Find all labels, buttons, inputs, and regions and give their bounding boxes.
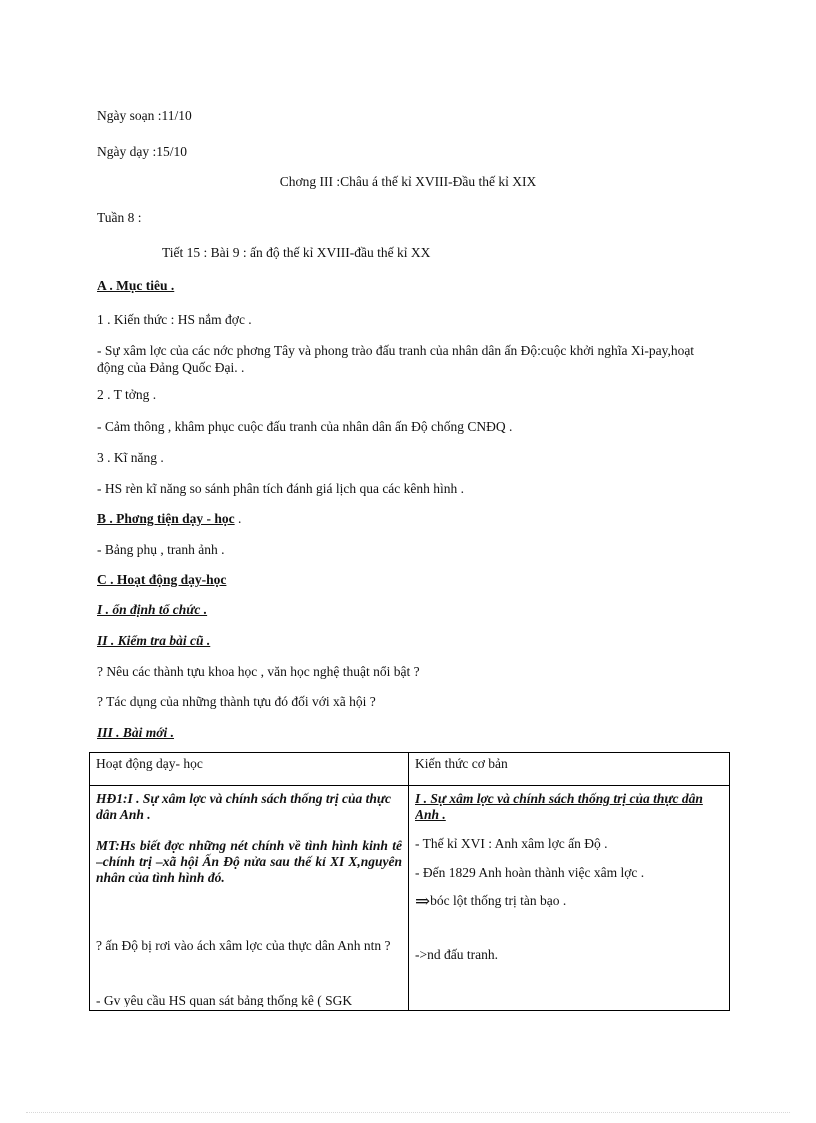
section-b-heading: B . Phơng tiện dạy - học: [97, 511, 235, 526]
lesson-table: [89, 752, 730, 1011]
knowledge-heading: I . Sự xâm lợc và chính sách thống trị của thực dân Anh .: [415, 791, 703, 822]
thinking-title: 2 . T tởng .: [97, 387, 157, 402]
page-bottom-divider: [26, 1112, 790, 1113]
knowledge-fact-2: - Đến 1829 Anh hoàn thành việc xâm lợc .: [415, 865, 645, 880]
knowledge-text: - Sự xâm lợc của các nớc phơng Tây và phong trào đấu tranh của nhân dân ấn Độ:cuộc khởi nghĩa Xi-pay,hoạt động của Đảng Quốc Đại. .: [97, 343, 695, 375]
date-teach: Ngày dạy :15/10: [97, 144, 187, 159]
section-c-heading: C . Hoạt động dạy-học: [97, 572, 227, 587]
activity-heading: HĐ1:I . Sự xâm lợc và chính sách thống trị của thực dân Anh .: [96, 791, 391, 822]
knowledge-fact-4: ->nd đấu tranh.: [415, 947, 498, 962]
knowledge-fact-3-line: [415, 893, 723, 909]
activities-cell: [90, 786, 409, 1011]
knowledge-fact-1: - Thế kỉ XVI : Anh xâm lợc ấn Độ .: [415, 836, 608, 851]
knowledge-title: 1 . Kiến thức : HS nắm đợc .: [97, 312, 252, 327]
review-question-2: ? Tác dụng của những thành tựu đó đối với xã hội ?: [97, 694, 376, 709]
skills-text: - HS rèn kĩ năng so sánh phân tích đánh giá lịch qua các kênh hình .: [97, 481, 465, 496]
header-activities: Hoạt động dạy- học: [90, 753, 409, 786]
header-knowledge: Kiến thức cơ bản: [409, 753, 730, 786]
part-2-heading: II . Kiểm tra bài cũ .: [97, 633, 211, 648]
implies-arrow-icon: ⇒: [415, 891, 431, 911]
table-row: [90, 786, 730, 1011]
part-3-heading: III . Bài mới .: [97, 725, 175, 740]
knowledge-fact-3: bóc lột thống trị tàn bạo .: [430, 893, 567, 908]
knowledge-cell: [409, 786, 730, 1011]
section-b-text: - Bảng phụ , tranh ảnh .: [97, 542, 225, 557]
part-1-heading: I . ổn định tổ chức .: [97, 602, 208, 617]
section-b-heading-line: [97, 510, 241, 527]
section-b-heading-suffix: .: [234, 511, 242, 526]
activity-objective: MT:Hs biết đợc những nét chính về tình hình kinh tế –chính trị –xã hội Ấn Độ nửa sau thế kỉ XI X,nguyên nhân của tình hình đó.: [96, 838, 402, 885]
lesson-title: Tiết 15 : Bài 9 : ấn độ thế kỉ XVIII-đầu thế kỉ XX: [162, 245, 431, 260]
date-prepare: Ngày soạn :11/10: [97, 108, 192, 123]
activity-instruction: - Gv yêu cầu HS quan sát bảng thống kê ( SGK: [96, 993, 353, 1007]
chapter-title: Chơng III :Châu á thế kỉ XVIII-Đầu thế kỉ XIX: [279, 174, 537, 189]
activity-question: ? ấn Độ bị rơi vào ách xâm lợc của thực dân Anh ntn ?: [96, 938, 391, 953]
table-header-row: [90, 753, 730, 786]
skills-title: 3 . Kĩ năng .: [97, 450, 164, 465]
thinking-text: - Cảm thông , khâm phục cuộc đấu tranh của nhân dân ấn Độ chống CNĐQ .: [97, 419, 513, 434]
section-a-heading: A . Mục tiêu .: [97, 278, 175, 293]
review-question-1: ? Nêu các thành tựu khoa học , văn học nghệ thuật nổi bật ?: [97, 664, 420, 679]
week-label: Tuần 8 :: [97, 210, 142, 225]
